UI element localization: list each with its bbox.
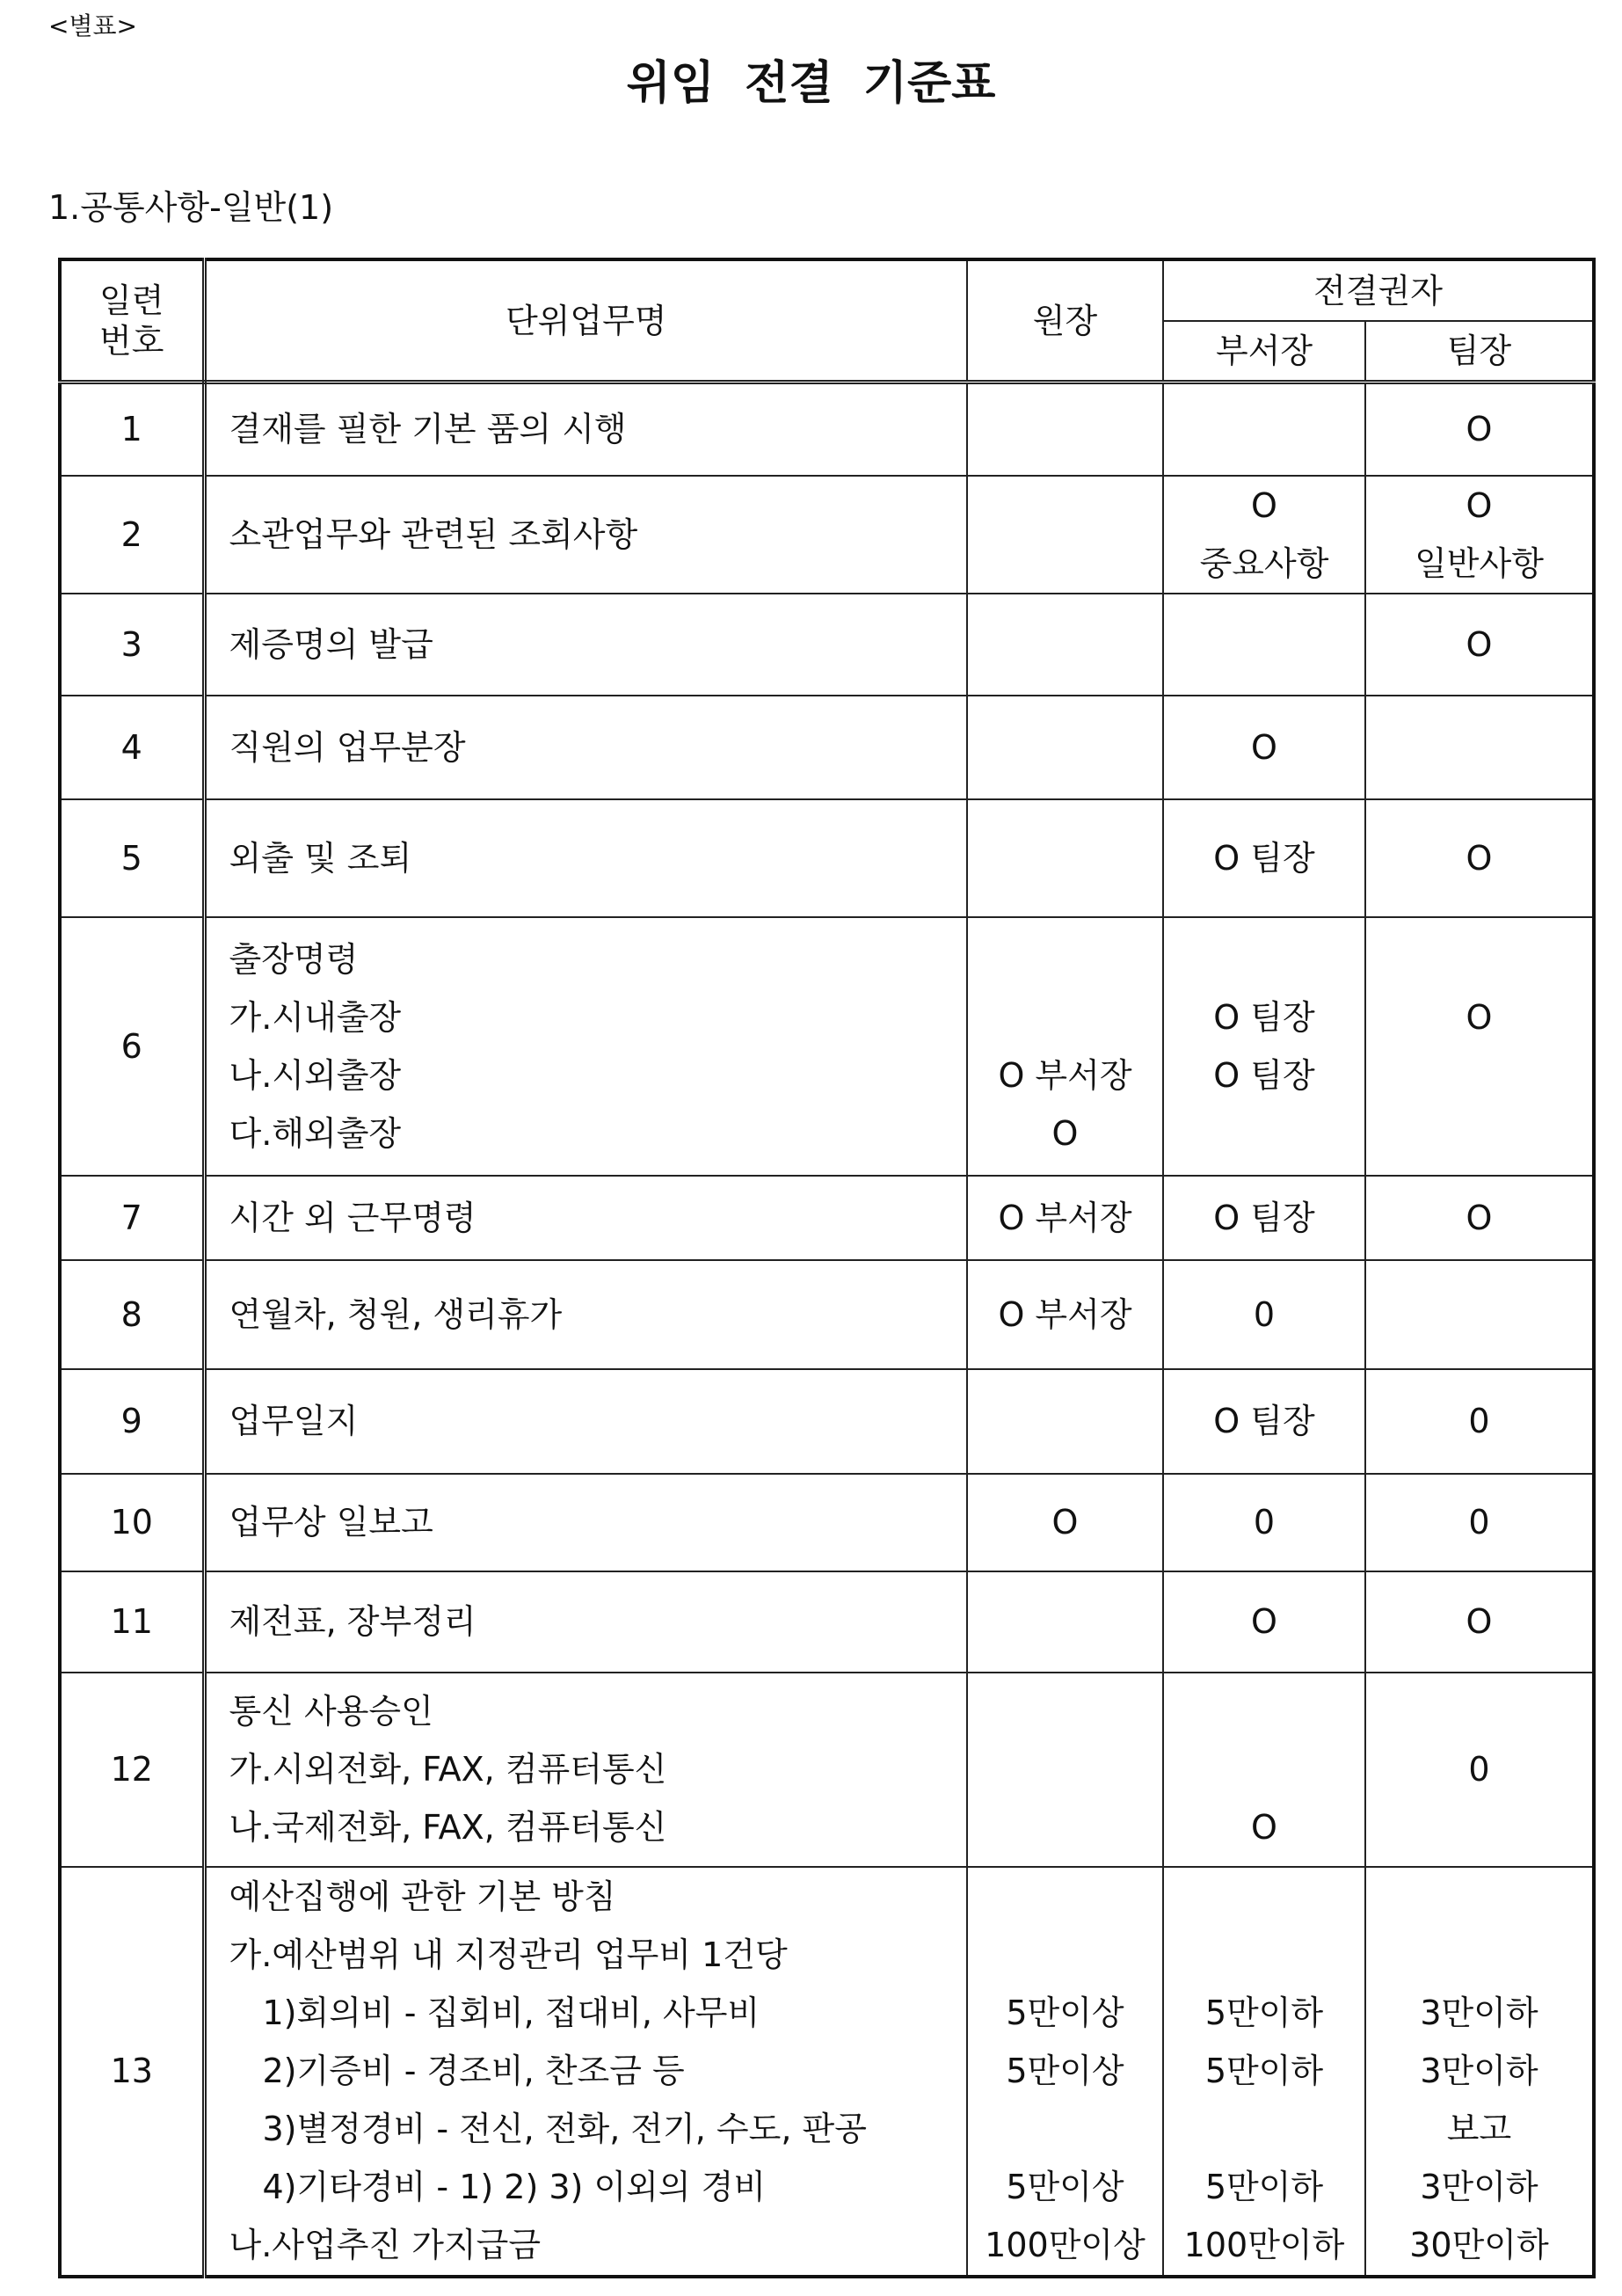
cell-team-lead-line: 일반사항 [1415,543,1544,583]
cell-team-lead-line [1366,1046,1592,1104]
cell-team-lead [1365,1867,1594,2277]
cell-team-lead-line [1366,718,1592,776]
cell-team-lead-line: 3만이하 [1420,2052,1538,2090]
cell-team-lead-line [1366,1682,1592,1740]
cell-director-line: 5만이상 [1006,2168,1124,2206]
cell-task-name-line: 업무상 일보고 [229,1503,433,1542]
cell-team-lead [1365,917,1594,1176]
cell-dept-head [1163,1260,1365,1369]
cell-dept-head-line: 5만이하 [1204,1994,1324,2032]
cell-team-lead-line: O [1466,997,1493,1037]
cell-task-name [204,476,967,594]
cell-task-name [204,383,967,476]
cell-task-name-line: 출장명령 [229,939,359,979]
cell-dept-head-line: O 팀장 [1213,838,1315,878]
header-serial-line2: 번호 [99,321,164,361]
cell-director [967,1369,1163,1474]
cell-task-name-line: 나.시외출장 [229,1055,402,1095]
table-row [60,1571,1594,1673]
cell-task-name-line: 연월차, 청원, 생리휴가 [229,1294,563,1334]
cell-task-name-line: 외출 및 조퇴 [229,838,412,878]
cell-serial-number: 6 [60,917,204,1176]
cell-dept-head-line [1164,616,1364,674]
cell-director-line [968,1868,1162,1926]
header-serial-number [60,259,204,383]
annex-label: <별표> [48,11,138,40]
cell-task-name-line: 나.국제전화, FAX, 컴퓨터통신 [229,1808,667,1847]
cell-dept-head-line: 중요사항 [1199,543,1329,583]
cell-task-name-line: 직원의 업무분장 [229,727,466,767]
cell-dept-head-line: O [1251,1602,1277,1641]
cell-dept-head-line [1164,1740,1364,1798]
cell-director-line: O [1051,1503,1079,1542]
cell-director-line [968,400,1162,458]
cell-task-name [204,1867,967,2277]
section-title: 1.공통사항-일반(1) [48,188,334,227]
cell-task-name-line: 4)기타경비 - 1) 2) 3) 이외의 경비 [262,2168,767,2206]
cell-director [967,1673,1163,1867]
page-title: 위임 전결 기준표 [626,57,996,110]
cell-serial-number: 7 [60,1176,204,1260]
cell-dept-head-line [1164,1104,1364,1163]
cell-dept-head-line: 5만이하 [1204,2052,1324,2090]
cell-task-name-line: 예산집행에 관한 기본 방침 [229,1877,616,1916]
cell-team-lead-line [1366,930,1592,988]
cell-task-name-line: 가.시외전화, FAX, 컴퓨터통신 [229,1750,667,1789]
cell-task-name-line: 가.예산범위 내 지정관리 업무비 1건당 [229,1935,788,1974]
cell-dept-head-line: 5만이하 [1204,2168,1324,2206]
cell-task-name [204,1673,967,1867]
table-row [60,1867,1594,2277]
cell-serial-number: 4 [60,696,204,799]
cell-team-lead-line [1366,1104,1592,1163]
cell-director [967,594,1163,696]
cell-team-lead [1365,476,1594,594]
cell-dept-head-line: O 팀장 [1213,1402,1315,1440]
cell-team-lead [1365,1176,1594,1260]
cell-dept-head [1163,917,1365,1176]
cell-task-name-line: 제증명의 발급 [229,624,433,664]
cell-serial-number: 2 [60,476,204,594]
cell-serial-number: 5 [60,799,204,917]
cell-task-name [204,799,967,917]
cell-serial-number: 11 [60,1571,204,1673]
cell-team-lead-line: 3만이하 [1420,2168,1538,2206]
cell-director-line [968,506,1162,564]
cell-team-lead-line: 0 [1468,1402,1490,1440]
cell-task-name-line: 결재를 필한 기본 품의 시행 [229,410,627,449]
header-task-name: 단위업무명 [204,259,967,383]
cell-dept-head-line: O 팀장 [1213,997,1315,1037]
cell-team-lead [1365,1571,1594,1673]
cell-team-lead-line: O [1466,838,1493,878]
cell-director-line [968,1682,1162,1740]
cell-dept-head-line [1164,930,1364,988]
cell-director-line: O 부서장 [998,1294,1132,1334]
cell-director-line: O [1051,1113,1079,1153]
table-row [60,1673,1594,1867]
cell-dept-head-line [1164,1868,1364,1926]
cell-serial-number: 12 [60,1673,204,1867]
cell-director-line: 100만이상 [985,2226,1146,2264]
cell-team-lead [1365,1673,1594,1867]
cell-team-lead-line: O [1466,624,1493,664]
cell-team-lead-line: 0 [1468,1750,1490,1789]
cell-director-line [968,2100,1162,2158]
cell-director-line: O 부서장 [998,1198,1132,1237]
cell-director [967,1176,1163,1260]
cell-team-lead-line [1366,1868,1592,1926]
cell-serial-number: 10 [60,1474,204,1571]
cell-director-line [968,1740,1162,1798]
cell-team-lead [1365,799,1594,917]
cell-team-lead [1365,594,1594,696]
cell-team-lead-line [1366,1286,1592,1344]
cell-task-name-line: 제전표, 장부정리 [229,1602,476,1641]
cell-task-name-line: 시간 외 근무명령 [229,1198,476,1237]
cell-director-line: 5만이상 [1006,2052,1124,2090]
cell-director [967,1571,1163,1673]
cell-team-lead-line: 0 [1468,1503,1490,1542]
table-row [60,696,1594,799]
cell-serial-number: 9 [60,1369,204,1474]
cell-director-line [968,988,1162,1046]
table-row [60,476,1594,594]
cell-task-name-line: 가.시내출장 [229,997,402,1037]
cell-dept-head [1163,696,1365,799]
table-row [60,594,1594,696]
cell-task-name [204,594,967,696]
header-team-lead: 팀장 [1365,321,1594,383]
cell-task-name-line: 소관업무와 관련된 조회사항 [229,514,638,554]
cell-director-line: O 부서장 [998,1055,1132,1095]
table-body [60,383,1594,2277]
cell-dept-head-line: 0 [1253,1294,1276,1334]
cell-dept-head-line: O 팀장 [1213,1055,1315,1095]
cell-director-line: 5만이상 [1006,1994,1124,2032]
cell-task-name [204,917,967,1176]
cell-dept-head [1163,1867,1365,2277]
cell-task-name-line: 나.사업추진 가지급금 [229,2226,542,2264]
cell-dept-head-line: O [1251,485,1277,525]
cell-director-line [968,1798,1162,1856]
cell-task-name [204,696,967,799]
cell-dept-head [1163,799,1365,917]
cell-team-lead-line: 3만이하 [1420,1994,1538,2032]
cell-dept-head-line [1164,1682,1364,1740]
cell-task-name [204,1260,967,1369]
cell-team-lead [1365,383,1594,476]
cell-team-lead-line: O [1466,1198,1493,1237]
cell-team-lead [1365,696,1594,799]
cell-director [967,696,1163,799]
cell-dept-head [1163,476,1365,594]
cell-task-name-line: 3)별정경비 - 전신, 전화, 전기, 수도, 판공 [262,2110,867,2148]
cell-director [967,476,1163,594]
table-row [60,1176,1594,1260]
table-row [60,383,1594,476]
cell-dept-head [1163,1474,1365,1571]
cell-director [967,917,1163,1176]
cell-director [967,1260,1163,1369]
table-row [60,1474,1594,1571]
cell-dept-head [1163,594,1365,696]
cell-serial-number: 13 [60,1867,204,2277]
header-dept-head: 부서장 [1163,321,1365,383]
cell-dept-head-line: 0 [1253,1503,1276,1542]
cell-dept-head [1163,1176,1365,1260]
cell-director-line [968,1392,1162,1450]
cell-task-name-line: 1)회의비 - 집회비, 접대비, 사무비 [262,1994,760,2032]
cell-director-line [968,616,1162,674]
table-row [60,1260,1594,1369]
cell-director-line [968,1593,1162,1651]
cell-team-lead [1365,1369,1594,1474]
table-row [60,917,1594,1176]
cell-team-lead-line: 30만이하 [1409,2226,1549,2264]
cell-team-lead-line [1366,1798,1592,1856]
cell-task-name [204,1369,967,1474]
cell-dept-head [1163,1369,1365,1474]
cell-team-lead [1365,1260,1594,1369]
delegation-table [58,258,1596,2278]
header-director: 원장 [967,259,1163,383]
cell-director-line [968,829,1162,887]
cell-task-name-line: 2)기증비 - 경조비, 찬조금 등 [262,2052,685,2090]
cell-task-name [204,1176,967,1260]
cell-team-lead [1365,1474,1594,1571]
cell-director [967,799,1163,917]
cell-task-name-line: 다.해외출장 [229,1113,402,1153]
cell-director-line [968,930,1162,988]
cell-dept-head-line: 100만이하 [1183,2226,1345,2264]
cell-director-line [968,718,1162,776]
cell-team-lead-line: O [1466,485,1493,525]
cell-dept-head-line: O [1251,1808,1277,1847]
cell-serial-number: 3 [60,594,204,696]
header-serial-line1: 일련 [99,281,164,320]
cell-team-lead-line: O [1466,1602,1493,1641]
table-row [60,799,1594,917]
cell-director [967,1867,1163,2277]
cell-dept-head [1163,1673,1365,1867]
cell-task-name-line: 업무일지 [229,1402,359,1440]
cell-director [967,383,1163,476]
cell-team-lead-line: 보고 [1446,2110,1512,2148]
cell-serial-number: 8 [60,1260,204,1369]
cell-dept-head [1163,1571,1365,1673]
cell-dept-head-line [1164,400,1364,458]
cell-team-lead-line: O [1466,410,1493,449]
header-authority: 전결권자 [1163,259,1594,321]
cell-director-line [968,1926,1162,1984]
table-row [60,1369,1594,1474]
cell-dept-head-line [1164,1926,1364,1984]
cell-serial-number: 1 [60,383,204,476]
cell-dept-head-line: O 팀장 [1213,1198,1315,1237]
cell-dept-head-line [1164,2100,1364,2158]
cell-dept-head [1163,383,1365,476]
cell-task-name-line: 통신 사용승인 [229,1692,433,1731]
cell-director [967,1474,1163,1571]
cell-team-lead-line [1366,1926,1592,1984]
cell-dept-head-line: O [1251,727,1277,767]
cell-task-name [204,1571,967,1673]
cell-task-name [204,1474,967,1571]
